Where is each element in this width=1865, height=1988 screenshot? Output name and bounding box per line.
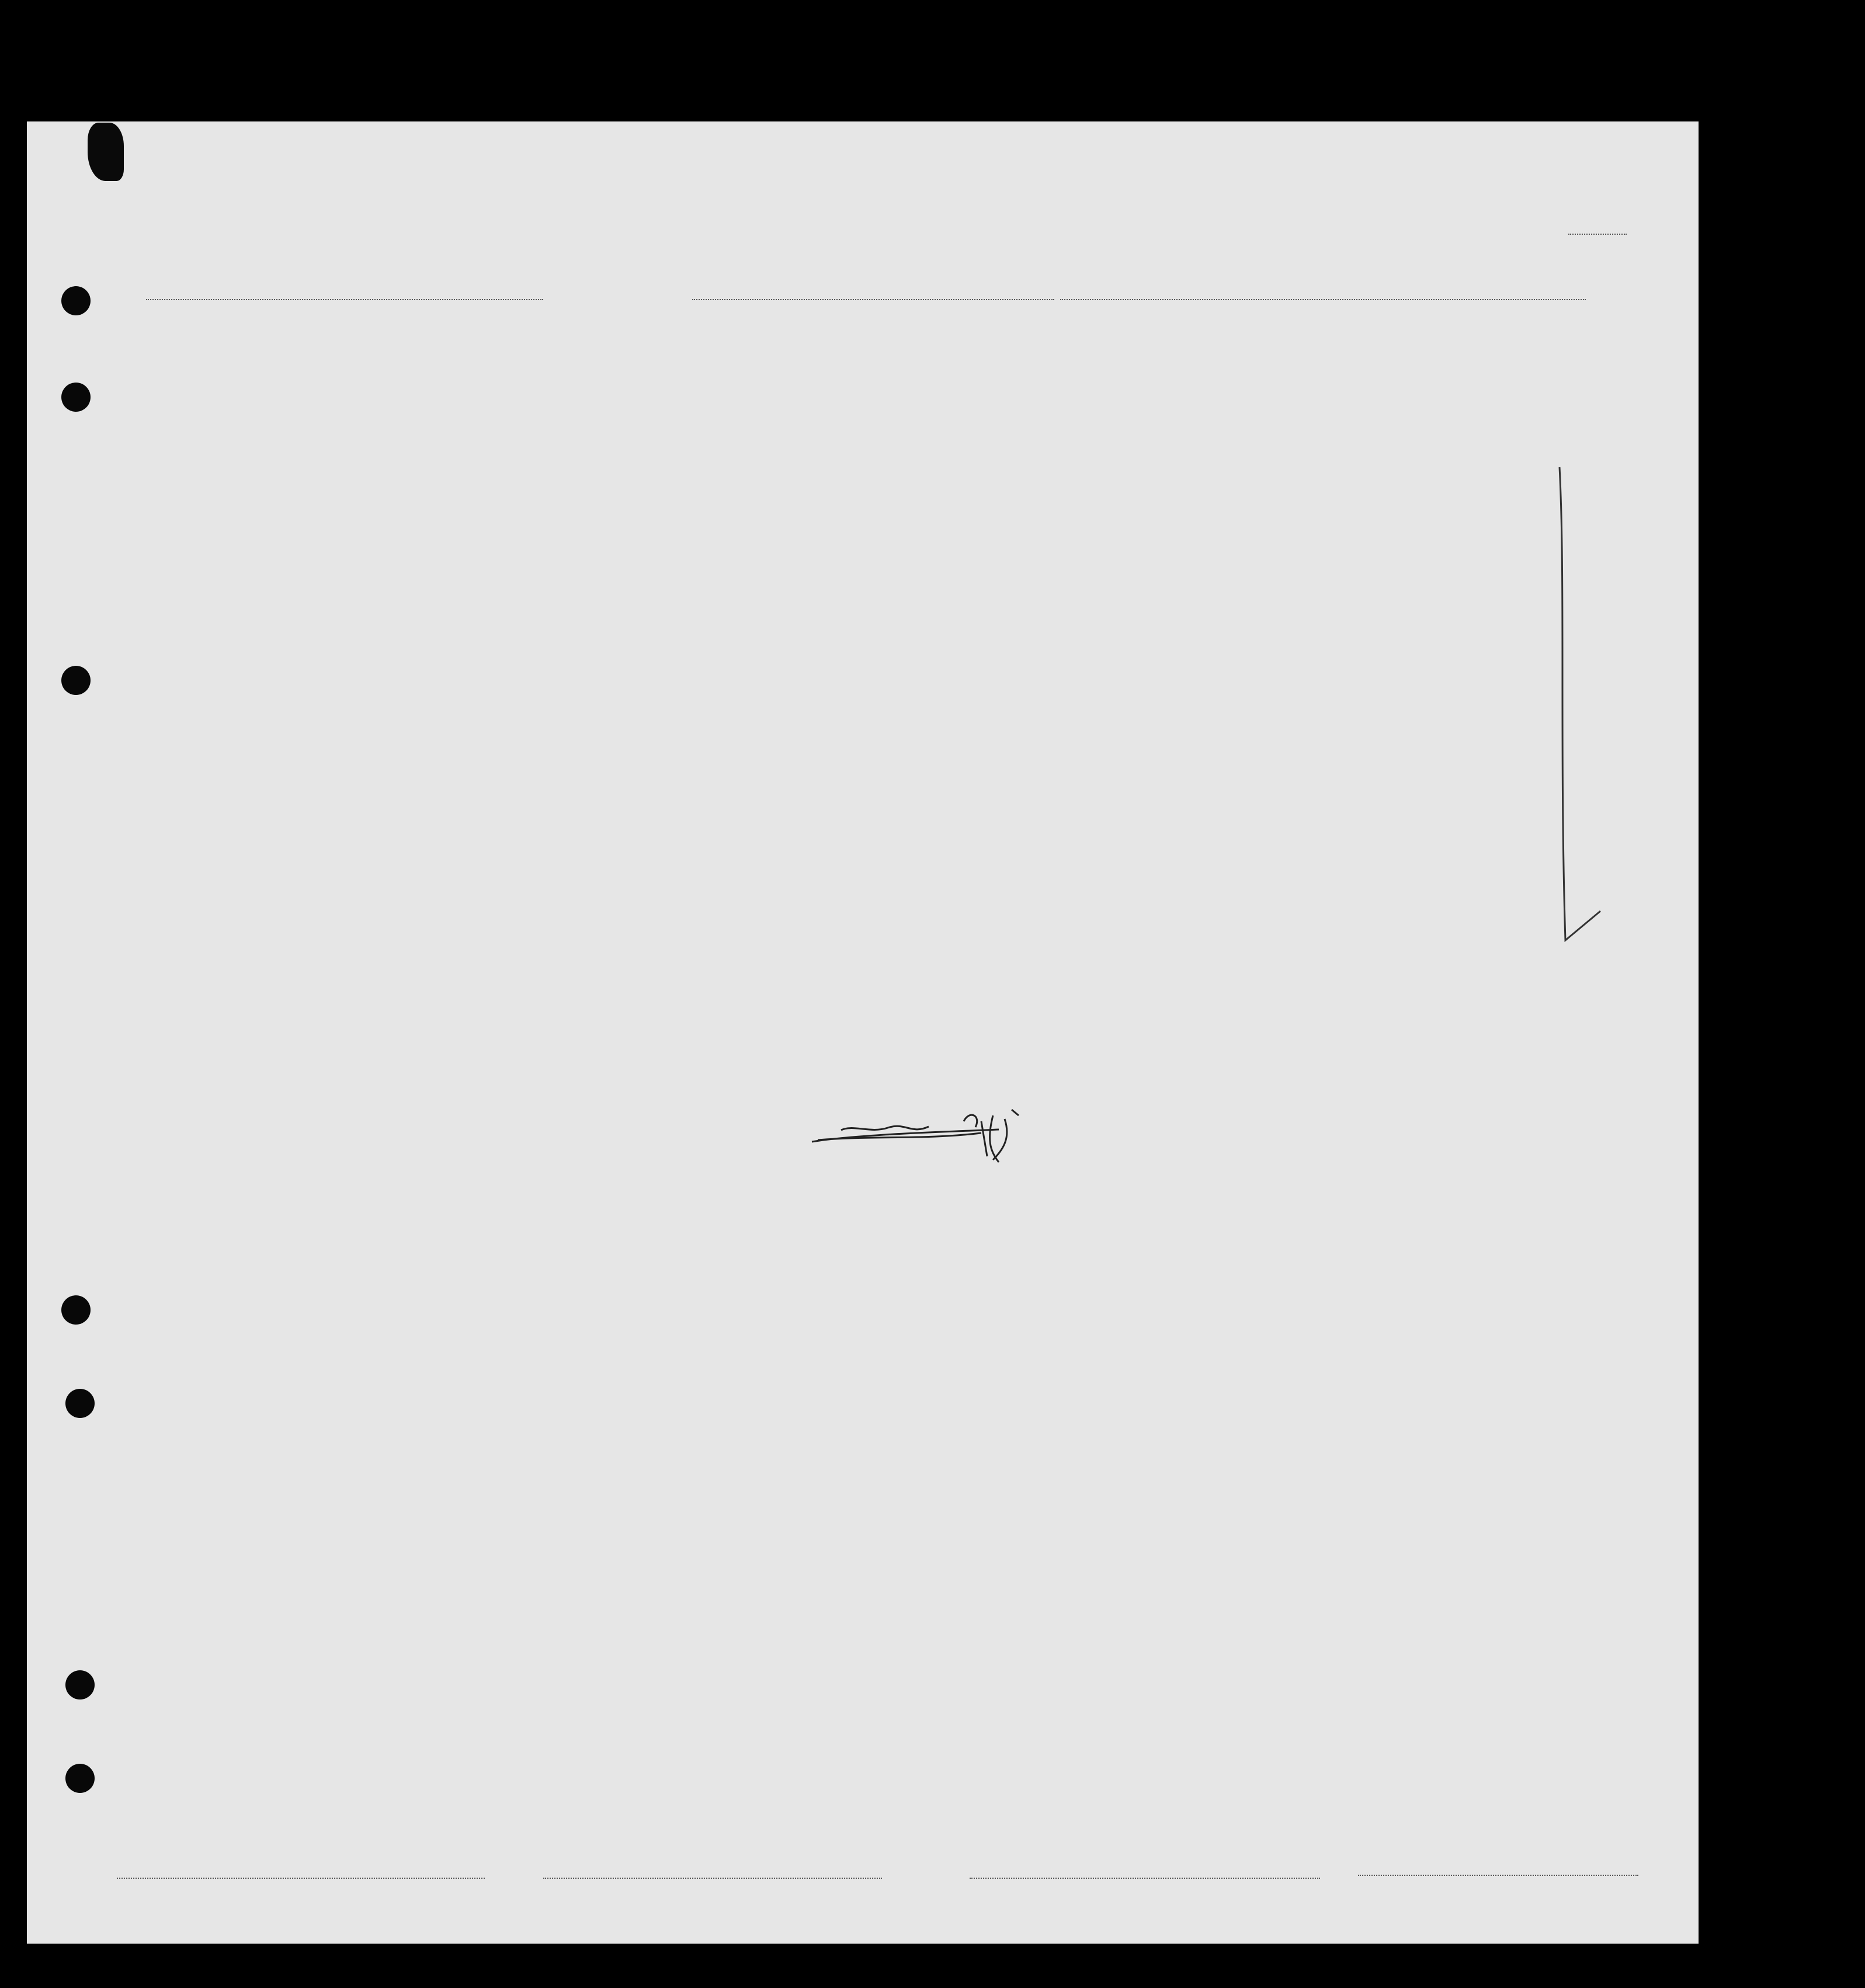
col9-header	[1211, 315, 1324, 318]
punch-hole	[61, 286, 91, 315]
punch-hole	[65, 1670, 95, 1699]
agents-underline	[970, 1878, 1320, 1879]
col4-header	[620, 315, 750, 341]
punch-hole	[61, 383, 91, 412]
col3-header	[526, 315, 618, 324]
signature	[806, 1098, 1075, 1168]
port-line	[692, 299, 1054, 300]
col10-header	[1326, 315, 1484, 327]
owners-underline	[543, 1878, 882, 1879]
sheet-underline	[1568, 234, 1627, 235]
col1-header	[85, 315, 120, 324]
col7-header	[1002, 315, 1113, 329]
arrival-line	[1060, 299, 1586, 300]
staple-mark	[88, 123, 124, 181]
margin-bracket	[1542, 461, 1612, 952]
punch-hole	[61, 1295, 91, 1325]
col8-header	[1116, 315, 1209, 318]
punch-hole	[61, 666, 91, 695]
officer-underline	[1358, 1875, 1638, 1876]
vessel-line	[146, 299, 543, 300]
col11-header	[1486, 315, 1641, 327]
col2-header	[123, 315, 523, 324]
col5-header	[752, 315, 939, 327]
col6-header	[942, 315, 1000, 324]
line-underline	[117, 1878, 485, 1879]
manifest-sheet	[27, 121, 1699, 1944]
punch-hole	[65, 1764, 95, 1793]
punch-hole	[65, 1389, 95, 1418]
